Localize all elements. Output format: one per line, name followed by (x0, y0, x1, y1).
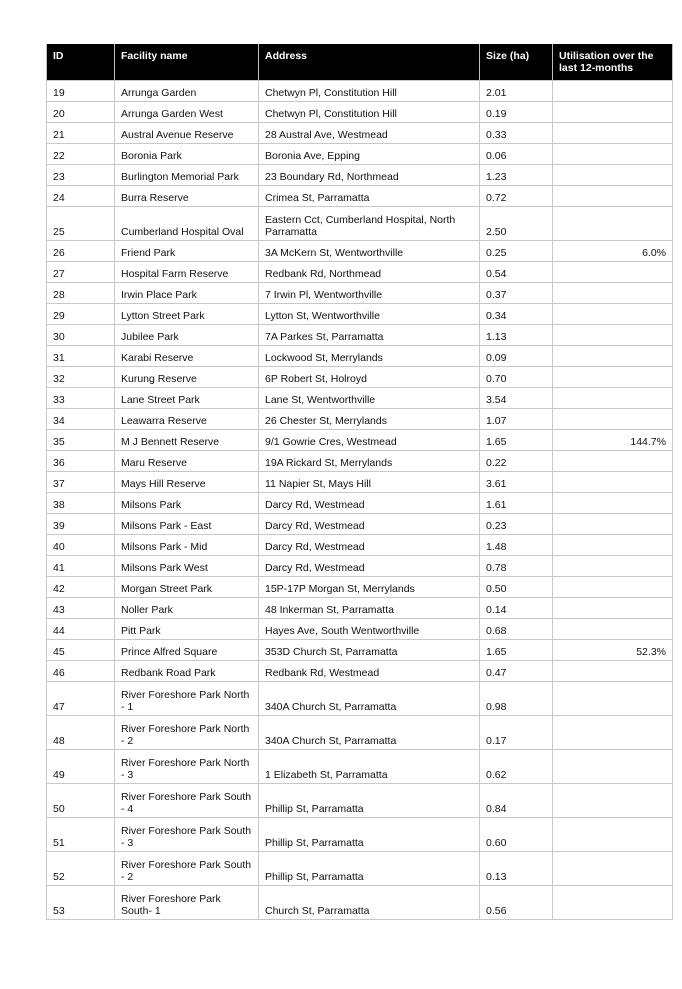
cell-size: 1.13 (480, 325, 553, 346)
cell-facility-name: Milsons Park West (115, 556, 259, 577)
cell-address: 353D Church St, Parramatta (259, 640, 480, 661)
cell-size: 0.17 (480, 716, 553, 750)
cell-size: 3.54 (480, 388, 553, 409)
cell-facility-name: Hospital Farm Reserve (115, 262, 259, 283)
cell-utilisation (553, 262, 673, 283)
cell-size: 0.34 (480, 304, 553, 325)
cell-utilisation (553, 207, 673, 241)
cell-utilisation (553, 535, 673, 556)
cell-facility-name: River Foreshore Park South- 1 (115, 886, 259, 920)
cell-utilisation (553, 818, 673, 852)
cell-size: 1.65 (480, 640, 553, 661)
cell-utilisation (553, 283, 673, 304)
table-row (47, 283, 673, 304)
table-row (47, 750, 673, 784)
cell-facility-name: Karabi Reserve (115, 346, 259, 367)
cell-facility-name: Noller Park (115, 598, 259, 619)
cell-utilisation (553, 451, 673, 472)
cell-id: 27 (47, 262, 115, 283)
cell-utilisation (553, 493, 673, 514)
table-row (47, 241, 673, 262)
table-row (47, 493, 673, 514)
cell-size: 0.47 (480, 661, 553, 682)
cell-utilisation (553, 716, 673, 750)
cell-facility-name: River Foreshore Park South - 3 (115, 818, 259, 852)
cell-size: 0.25 (480, 241, 553, 262)
cell-facility-name: Milsons Park - East (115, 514, 259, 535)
cell-utilisation (553, 388, 673, 409)
cell-address: Darcy Rd, Westmead (259, 493, 480, 514)
cell-size: 0.72 (480, 186, 553, 207)
cell-address: Phillip St, Parramatta (259, 784, 480, 818)
cell-size: 0.78 (480, 556, 553, 577)
header-address: Address (259, 44, 480, 81)
cell-id: 20 (47, 102, 115, 123)
cell-utilisation (553, 619, 673, 640)
table-row (47, 346, 673, 367)
table-row (47, 577, 673, 598)
cell-facility-name: River Foreshore Park North - 2 (115, 716, 259, 750)
cell-facility-name: Burlington Memorial Park (115, 165, 259, 186)
cell-id: 36 (47, 451, 115, 472)
cell-id: 23 (47, 165, 115, 186)
table-row (47, 367, 673, 388)
cell-size: 0.06 (480, 144, 553, 165)
table-row (47, 598, 673, 619)
cell-address: Darcy Rd, Westmead (259, 514, 480, 535)
table-row (47, 123, 673, 144)
cell-facility-name: Jubilee Park (115, 325, 259, 346)
table-row (47, 304, 673, 325)
cell-size: 0.60 (480, 818, 553, 852)
cell-utilisation (553, 123, 673, 144)
table-row (47, 451, 673, 472)
cell-facility-name: Arrunga Garden (115, 81, 259, 102)
cell-facility-name: Friend Park (115, 241, 259, 262)
cell-id: 47 (47, 682, 115, 716)
cell-id: 37 (47, 472, 115, 493)
cell-facility-name: Leawarra Reserve (115, 409, 259, 430)
cell-id: 34 (47, 409, 115, 430)
cell-id: 39 (47, 514, 115, 535)
cell-id: 32 (47, 367, 115, 388)
cell-address: 3A McKern St, Wentworthville (259, 241, 480, 262)
cell-size: 0.22 (480, 451, 553, 472)
table-row (47, 661, 673, 682)
cell-id: 30 (47, 325, 115, 346)
header-size: Size (ha) (480, 44, 553, 81)
cell-id: 28 (47, 283, 115, 304)
cell-address: 6P Robert St, Holroyd (259, 367, 480, 388)
table-row (47, 144, 673, 165)
cell-size: 0.56 (480, 886, 553, 920)
cell-address: Lane St, Wentworthville (259, 388, 480, 409)
header-facility-name: Facility name (115, 44, 259, 81)
cell-size: 1.65 (480, 430, 553, 451)
cell-id: 41 (47, 556, 115, 577)
cell-size: 1.48 (480, 535, 553, 556)
cell-address: 48 Inkerman St, Parramatta (259, 598, 480, 619)
cell-facility-name: Morgan Street Park (115, 577, 259, 598)
cell-size: 0.68 (480, 619, 553, 640)
cell-utilisation (553, 886, 673, 920)
table-row (47, 556, 673, 577)
cell-utilisation (553, 81, 673, 102)
cell-address: Crimea St, Parramatta (259, 186, 480, 207)
cell-facility-name: Irwin Place Park (115, 283, 259, 304)
cell-facility-name: Arrunga Garden West (115, 102, 259, 123)
cell-id: 42 (47, 577, 115, 598)
cell-id: 26 (47, 241, 115, 262)
cell-facility-name: River Foreshore Park North - 3 (115, 750, 259, 784)
cell-facility-name: Cumberland Hospital Oval (115, 207, 259, 241)
table-row (47, 716, 673, 750)
cell-utilisation (553, 472, 673, 493)
cell-id: 22 (47, 144, 115, 165)
cell-address: Phillip St, Parramatta (259, 818, 480, 852)
cell-id: 21 (47, 123, 115, 144)
cell-address: 340A Church St, Parramatta (259, 682, 480, 716)
cell-facility-name: Mays Hill Reserve (115, 472, 259, 493)
cell-utilisation (553, 514, 673, 535)
cell-utilisation (553, 750, 673, 784)
cell-size: 2.50 (480, 207, 553, 241)
cell-facility-name: River Foreshore Park North - 1 (115, 682, 259, 716)
cell-address: Boronia Ave, Epping (259, 144, 480, 165)
cell-facility-name: Austral Avenue Reserve (115, 123, 259, 144)
cell-utilisation (553, 325, 673, 346)
table-row (47, 535, 673, 556)
table-body (47, 81, 673, 920)
cell-id: 29 (47, 304, 115, 325)
cell-address: 26 Chester St, Merrylands (259, 409, 480, 430)
cell-facility-name: Redbank Road Park (115, 661, 259, 682)
cell-utilisation (553, 577, 673, 598)
cell-facility-name: M J Bennett Reserve (115, 430, 259, 451)
cell-address: 7A Parkes St, Parramatta (259, 325, 480, 346)
cell-address: 15P-17P Morgan St, Merrylands (259, 577, 480, 598)
table-row (47, 409, 673, 430)
cell-address: Eastern Cct, Cumberland Hospital, North Parramatta (259, 207, 480, 241)
cell-utilisation (553, 556, 673, 577)
table-row (47, 886, 673, 920)
cell-address: 340A Church St, Parramatta (259, 716, 480, 750)
cell-size: 0.70 (480, 367, 553, 388)
cell-address: Darcy Rd, Westmead (259, 535, 480, 556)
table-row (47, 102, 673, 123)
cell-utilisation: 52.3% (553, 640, 673, 661)
cell-id: 53 (47, 886, 115, 920)
cell-utilisation (553, 682, 673, 716)
cell-address: 23 Boundary Rd, Northmead (259, 165, 480, 186)
cell-facility-name: Burra Reserve (115, 186, 259, 207)
cell-address: 11 Napier St, Mays Hill (259, 472, 480, 493)
cell-size: 1.23 (480, 165, 553, 186)
table-row (47, 784, 673, 818)
cell-size: 1.61 (480, 493, 553, 514)
cell-id: 25 (47, 207, 115, 241)
cell-id: 48 (47, 716, 115, 750)
cell-size: 0.98 (480, 682, 553, 716)
cell-id: 46 (47, 661, 115, 682)
cell-address: Redbank Rd, Northmead (259, 262, 480, 283)
table-row (47, 81, 673, 102)
cell-address: Church St, Parramatta (259, 886, 480, 920)
cell-address: Phillip St, Parramatta (259, 852, 480, 886)
cell-address: Hayes Ave, South Wentworthville (259, 619, 480, 640)
cell-utilisation (553, 598, 673, 619)
cell-facility-name: River Foreshore Park South - 4 (115, 784, 259, 818)
header-row (47, 44, 673, 81)
cell-utilisation (553, 784, 673, 818)
table-row (47, 640, 673, 661)
cell-id: 52 (47, 852, 115, 886)
table-row (47, 818, 673, 852)
table-row (47, 619, 673, 640)
cell-utilisation: 144.7% (553, 430, 673, 451)
table-row (47, 262, 673, 283)
cell-utilisation (553, 165, 673, 186)
cell-utilisation (553, 367, 673, 388)
header-id: ID (47, 44, 115, 81)
cell-address: Lytton St, Wentworthville (259, 304, 480, 325)
cell-address: 9/1 Gowrie Cres, Westmead (259, 430, 480, 451)
cell-size: 0.14 (480, 598, 553, 619)
cell-id: 35 (47, 430, 115, 451)
table-row (47, 186, 673, 207)
cell-address: 28 Austral Ave, Westmead (259, 123, 480, 144)
cell-id: 43 (47, 598, 115, 619)
cell-utilisation (553, 102, 673, 123)
table-row (47, 325, 673, 346)
cell-address: Darcy Rd, Westmead (259, 556, 480, 577)
cell-facility-name: Pitt Park (115, 619, 259, 640)
cell-address: Chetwyn Pl, Constitution Hill (259, 102, 480, 123)
cell-utilisation (553, 852, 673, 886)
cell-utilisation (553, 144, 673, 165)
table-row (47, 472, 673, 493)
table-row (47, 207, 673, 241)
cell-size: 3.61 (480, 472, 553, 493)
table-row (47, 388, 673, 409)
cell-size: 0.19 (480, 102, 553, 123)
cell-utilisation (553, 661, 673, 682)
cell-utilisation (553, 346, 673, 367)
cell-address: 1 Elizabeth St, Parramatta (259, 750, 480, 784)
cell-utilisation (553, 186, 673, 207)
cell-facility-name: Milsons Park (115, 493, 259, 514)
cell-size: 0.13 (480, 852, 553, 886)
cell-address: 19A Rickard St, Merrylands (259, 451, 480, 472)
cell-id: 44 (47, 619, 115, 640)
cell-size: 1.07 (480, 409, 553, 430)
cell-size: 0.54 (480, 262, 553, 283)
cell-utilisation (553, 409, 673, 430)
cell-id: 24 (47, 186, 115, 207)
header-utilisation: Utilisation over the last 12-months (553, 44, 673, 81)
cell-id: 45 (47, 640, 115, 661)
table-row (47, 514, 673, 535)
cell-id: 38 (47, 493, 115, 514)
cell-id: 50 (47, 784, 115, 818)
cell-size: 0.84 (480, 784, 553, 818)
cell-address: Chetwyn Pl, Constitution Hill (259, 81, 480, 102)
cell-facility-name: Maru Reserve (115, 451, 259, 472)
facilities-table (46, 44, 673, 920)
cell-size: 0.62 (480, 750, 553, 784)
cell-address: 7 Irwin Pl, Wentworthville (259, 283, 480, 304)
cell-size: 0.23 (480, 514, 553, 535)
cell-address: Redbank Rd, Westmead (259, 661, 480, 682)
cell-id: 19 (47, 81, 115, 102)
table-row (47, 430, 673, 451)
cell-size: 0.09 (480, 346, 553, 367)
cell-id: 31 (47, 346, 115, 367)
cell-facility-name: Lane Street Park (115, 388, 259, 409)
cell-facility-name: Milsons Park - Mid (115, 535, 259, 556)
cell-id: 40 (47, 535, 115, 556)
table-row (47, 852, 673, 886)
cell-id: 49 (47, 750, 115, 784)
cell-id: 33 (47, 388, 115, 409)
cell-facility-name: Prince Alfred Square (115, 640, 259, 661)
cell-id: 51 (47, 818, 115, 852)
cell-size: 0.37 (480, 283, 553, 304)
table-row (47, 682, 673, 716)
cell-size: 2.01 (480, 81, 553, 102)
table-header (47, 44, 673, 81)
cell-size: 0.50 (480, 577, 553, 598)
table-row (47, 165, 673, 186)
cell-facility-name: Lytton Street Park (115, 304, 259, 325)
cell-facility-name: River Foreshore Park South - 2 (115, 852, 259, 886)
cell-facility-name: Boronia Park (115, 144, 259, 165)
cell-utilisation: 6.0% (553, 241, 673, 262)
cell-address: Lockwood St, Merrylands (259, 346, 480, 367)
cell-facility-name: Kurung Reserve (115, 367, 259, 388)
cell-size: 0.33 (480, 123, 553, 144)
cell-utilisation (553, 304, 673, 325)
